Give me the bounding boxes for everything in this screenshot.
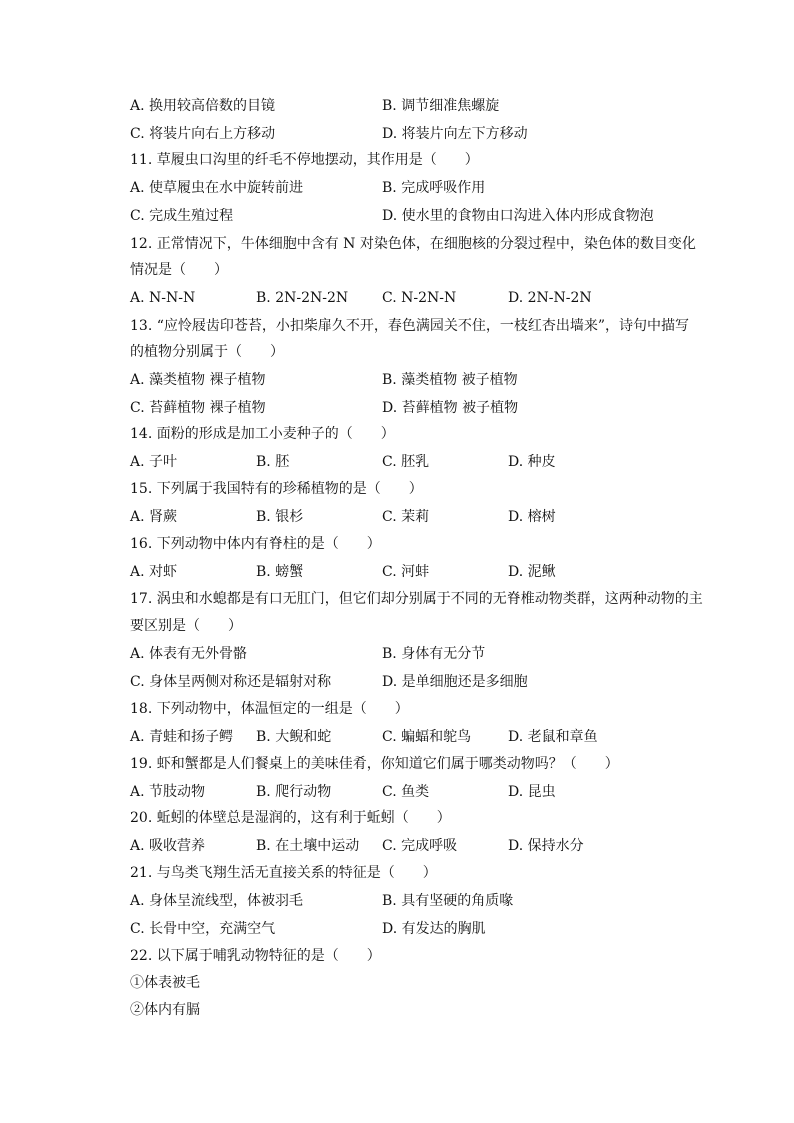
answer-option: A. 青蛙和扬子鳄 — [130, 729, 234, 745]
answer-option: D. 老鼠和章鱼 — [508, 729, 598, 745]
answer-option: A. 肾蕨 — [130, 509, 178, 525]
answer-option: C. 河蚌 — [382, 564, 430, 580]
answer-option: A. 子叶 — [130, 454, 178, 470]
question-line: 17. 涡虫和水螅都是有口无肛门，但它们却分别属于不同的无脊椎动物类群，这两种动物的主 — [130, 591, 703, 607]
answer-option: D. 种皮 — [508, 454, 556, 470]
answer-option: C. 鱼类 — [382, 784, 430, 800]
answer-option: D. 保持水分 — [508, 838, 584, 854]
answer-option: A. 换用较高倍数的目镜 — [130, 98, 276, 114]
answer-option: C. N-2N-N — [382, 290, 457, 306]
question-line: 14. 面粉的形成是加工小麦种子的（ ） — [130, 426, 395, 442]
answer-option: B. 2N-2N-2N — [256, 290, 349, 306]
question-line: ②体内有膈 — [130, 1002, 200, 1018]
answer-option: B. 银杉 — [256, 509, 304, 525]
question-line: 要区别是（ ） — [130, 618, 242, 634]
answer-option: B. 身体有无分节 — [382, 646, 486, 662]
answer-option: D. 苔藓植物 被子植物 — [382, 400, 519, 416]
question-line: 19. 虾和蟹都是人们餐桌上的美味佳肴，你知道它们属于哪类动物吗？（ ） — [130, 756, 619, 772]
answer-option: B. 胚 — [256, 454, 290, 470]
answer-option: A. 使草履虫在水中旋转前进 — [130, 180, 304, 196]
answer-option: B. 藻类植物 被子植物 — [382, 372, 518, 388]
question-line: 15. 下列属于我国特有的珍稀植物的是（ ） — [130, 481, 423, 497]
question-line: ①体表被毛 — [130, 975, 200, 991]
answer-option: C. 蝙蝠和鸵鸟 — [382, 729, 472, 745]
answer-option: D. 2N-N-2N — [508, 290, 592, 306]
answer-option: C. 完成生殖过程 — [130, 208, 234, 224]
answer-option: C. 完成呼吸 — [382, 838, 458, 854]
answer-option: B. 具有坚硬的角质喙 — [382, 893, 514, 909]
question-line: 13. “应怜屐齿印苍苔，小扣柴扉久不开，春色满园关不住，一枝红杏出墙来”，诗句中描写 — [130, 318, 690, 334]
question-line: 21. 与鸟类飞翔生活无直接关系的特征是（ ） — [130, 865, 437, 881]
answer-option: C. 长骨中空，充满空气 — [130, 921, 276, 937]
answer-option: A. N-N-N — [130, 290, 196, 306]
question-line: 情况是（ ） — [130, 262, 228, 278]
answer-option: D. 昆虫 — [508, 784, 556, 800]
answer-option: B. 螃蟹 — [256, 564, 304, 580]
question-line: 12. 正常情况下，牛体细胞中含有 N 对染色体，在细胞核的分裂过程中，染色体的数目变化 — [130, 236, 696, 252]
question-line: 22. 以下属于哺乳动物特征的是（ ） — [130, 948, 381, 964]
answer-option: D. 榕树 — [508, 509, 556, 525]
answer-option: C. 茉莉 — [382, 509, 430, 525]
answer-option: B. 调节细准焦螺旋 — [382, 98, 500, 114]
answer-option: A. 节肢动物 — [130, 784, 206, 800]
question-line: 的植物分别属于（ ） — [130, 344, 284, 360]
answer-option: D. 泥鳅 — [508, 564, 556, 580]
answer-option: B. 完成呼吸作用 — [382, 180, 486, 196]
answer-option: D. 是单细胞还是多细胞 — [382, 674, 528, 690]
answer-option: D. 使水里的食物由口沟进入体内形成食物泡 — [382, 208, 654, 224]
question-line: 11. 草履虫口沟里的纤毛不停地摆动，其作用是（ ） — [130, 152, 479, 168]
question-line: 18. 下列动物中，体温恒定的一组是（ ） — [130, 701, 409, 717]
question-line: 16. 下列动物中体内有脊柱的是（ ） — [130, 536, 381, 552]
question-line: 20. 蚯蚓的体壁总是湿润的，这有利于蚯蚓（ ） — [130, 810, 451, 826]
answer-option: A. 吸收营养 — [130, 838, 206, 854]
answer-option: C. 苔藓植物 裸子植物 — [130, 400, 266, 416]
answer-option: A. 对虾 — [130, 564, 178, 580]
answer-option: A. 藻类植物 裸子植物 — [130, 372, 266, 388]
answer-option: C. 胚乳 — [382, 454, 430, 470]
answer-option: C. 将装片向右上方移动 — [130, 126, 276, 142]
answer-option: D. 将装片向左下方移动 — [382, 126, 528, 142]
answer-option: B. 爬行动物 — [256, 784, 332, 800]
answer-option: A. 身体呈流线型，体被羽毛 — [130, 893, 304, 909]
answer-option: C. 身体呈两侧对称还是辐射对称 — [130, 674, 332, 690]
answer-option: D. 有发达的胸肌 — [382, 921, 486, 937]
answer-option: B. 在土壤中运动 — [256, 838, 360, 854]
answer-option: A. 体表有无外骨骼 — [130, 646, 248, 662]
answer-option: B. 大鲵和蛇 — [256, 729, 332, 745]
